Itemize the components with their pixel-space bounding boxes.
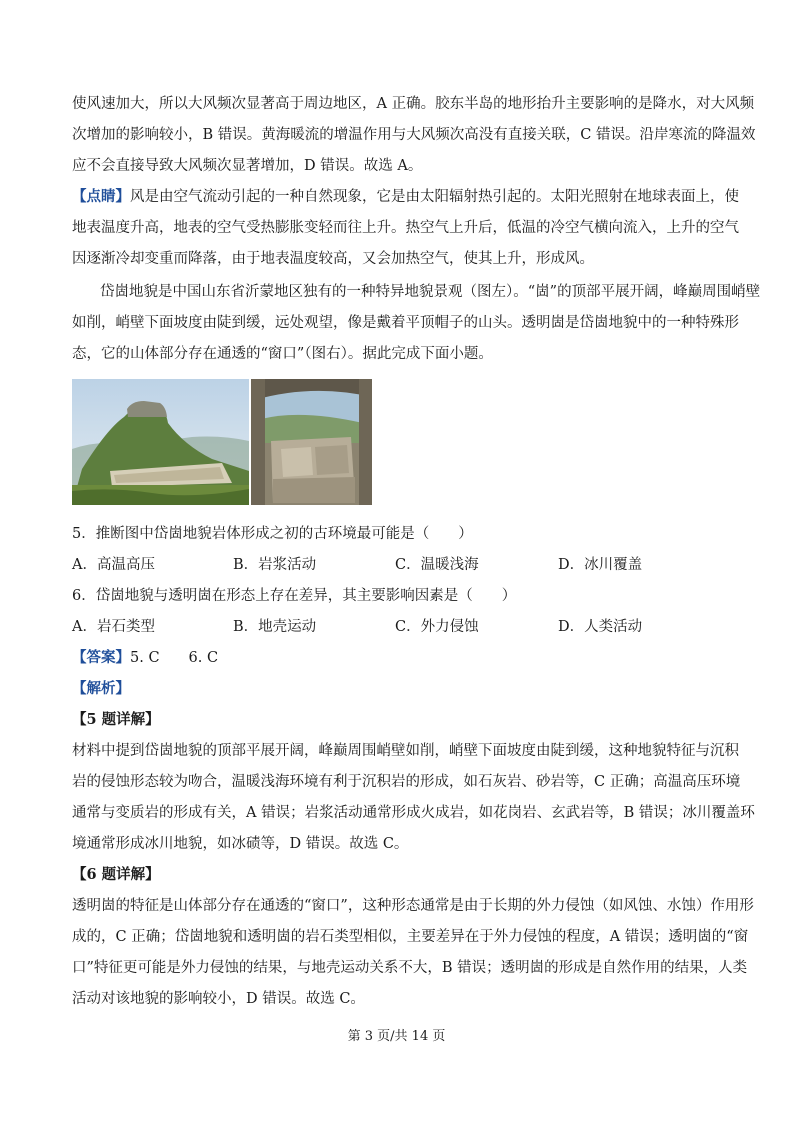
daigu-mountain-photo xyxy=(72,379,249,505)
dianjing-label: 【点睛】 xyxy=(72,188,130,205)
answer-text: 5. C 6. C xyxy=(130,650,219,666)
paragraph-line: 岩的侵蚀形态较为吻合，温暖浅海环境有利于沉积岩的形成，如石灰岩、砂岩等，C 正确；高温高压环境 xyxy=(72,774,741,790)
option-a: A．高温高压 xyxy=(72,557,155,573)
paragraph-line: 岱崮地貌是中国山东省沂蒙地区独有的一种特异地貌景观（图左）。“崮”的顶部平展开阔，峰巅周围峭壁 xyxy=(100,284,761,300)
dianjing-paragraph xyxy=(72,187,739,207)
analysis-label: 【解析】 xyxy=(72,680,130,697)
paragraph-line: 成的，C 正确；岱崮地貌和透明崮的岩石类型相似，主要差异在于外力侵蚀的程度，A 错误；透明崮的“窗 xyxy=(72,929,749,945)
paragraph-line: 透明崮的特征是山体部分存在通透的“窗口”，这种形态通常是由于长期的外力侵蚀（如风蚀、水蚀）作用形 xyxy=(72,898,754,914)
option-b: B．地壳运动 xyxy=(233,619,317,635)
question-6-detail-label: 【6 题详解】 xyxy=(72,866,160,883)
paragraph-line: 口”特征更可能是外力侵蚀的结果，与地壳运动关系不大，B 错误；透明崮的形成是自然作用的结果，人类 xyxy=(72,960,748,976)
paragraph-line: 境通常形成冰川地貌，如冰碛等，D 错误。故选 C。 xyxy=(72,836,409,852)
paragraph-line: 应不会直接导致大风频次显著增加，D 错误。故选 A。 xyxy=(72,158,423,174)
answer-label: 【答案】 xyxy=(72,649,130,666)
figure-photos xyxy=(72,379,372,505)
option-c: C．外力侵蚀 xyxy=(395,619,479,635)
transparent-gu-window-photo xyxy=(251,379,372,505)
question-6-stem: 6．岱崮地貌与透明崮在形态上存在差异，其主要影响因素是（ ） xyxy=(72,588,517,604)
paragraph-line: 材料中提到岱崮地貌的顶部平展开阔，峰巅周围峭壁如削，峭壁下面坡度由陡到缓，这种地貌特征与沉积 xyxy=(72,743,739,759)
option-b: B．岩浆活动 xyxy=(233,557,317,573)
answer-line xyxy=(72,648,722,668)
paragraph-line: 次增加的影响较小，B 错误。黄海暖流的增温作用与大风频次高没有直接关联，C 错误。沿岸寒流的降温效 xyxy=(72,127,756,143)
paragraph-line: 如削，峭壁下面坡度由陡到缓，远处观望，像是戴着平顶帽子的山头。透明崮是岱崮地貌中的一种特殊形 xyxy=(72,315,739,331)
paragraph-line: 态，它的山体部分存在通透的“窗口”（图右）。据此完成下面小题。 xyxy=(72,346,493,362)
option-c: C．温暖浅海 xyxy=(395,557,479,573)
paragraph-line: 因逐渐冷却变重而降落，由于地表温度较高，又会加热空气，使其上升，形成风。 xyxy=(72,251,594,267)
question-5-detail-label: 【5 题详解】 xyxy=(72,711,160,728)
question-5-stem: 5．推断图中岱崮地貌岩体形成之初的古环境最可能是（ ） xyxy=(72,526,473,542)
option-d: D．人类活动 xyxy=(558,619,643,635)
paragraph-line: 活动对该地貌的影响较小，D 错误。故选 C。 xyxy=(72,991,365,1007)
page-footer: 第 3 页/共 14 页 xyxy=(347,1029,446,1044)
paragraph-line: 通常与变质岩的形成有关，A 错误；岩浆活动通常形成火成岩，如花岗岩、玄武岩等，B 错误；冰川覆盖环 xyxy=(72,805,755,821)
paragraph-line: 地表温度升高，地表的空气受热膨胀变轻而往上升。热空气上升后，低温的冷空气横向流入，上升的空气 xyxy=(72,220,739,236)
paragraph-line: 使风速加大，所以大风频次显著高于周边地区，A 正确。胶东半岛的地形抬升主要影响的是降水，对大风频 xyxy=(72,96,755,112)
option-d: D．冰川覆盖 xyxy=(558,557,643,573)
paragraph-line: 风是由空气流动引起的一种自然现象，它是由太阳辐射热引起的。太阳光照射在地球表面上，使 xyxy=(130,189,739,205)
option-a: A．岩石类型 xyxy=(72,619,155,635)
